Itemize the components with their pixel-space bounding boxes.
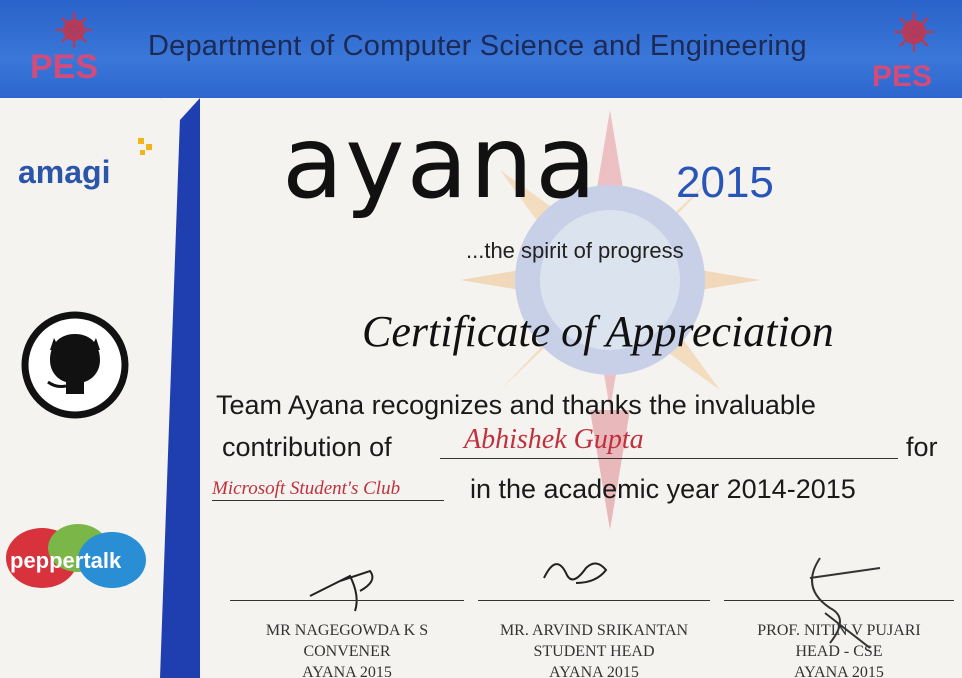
svg-text:peppertalk: peppertalk xyxy=(10,548,122,573)
signatory-name: MR NAGEGOWDA K S xyxy=(265,622,429,639)
signatory-event: AYANA 2015 xyxy=(302,664,392,678)
signatory-role: HEAD - CSE xyxy=(795,643,883,660)
signature-line-3 xyxy=(724,600,954,601)
signatory-convener xyxy=(230,620,464,678)
body-line-1: Team Ayana recognizes and thanks the invaluable xyxy=(216,390,816,420)
signatory-name: MR. ARVIND SRIKANTAN xyxy=(499,622,689,639)
signatory-event: AYANA 2015 xyxy=(794,664,884,678)
department-title: Department of Computer Science and Engineering xyxy=(148,30,807,62)
event-tagline: ...the spirit of progress xyxy=(466,238,684,263)
github-octocat-icon xyxy=(20,310,130,420)
amagi-dots xyxy=(138,138,156,156)
signature-line-2 xyxy=(478,600,710,601)
recipient-org: Microsoft Student's Club xyxy=(212,478,401,499)
header-band xyxy=(0,0,962,98)
certificate-title: Certificate of Appreciation xyxy=(362,307,834,356)
body-line-2-suffix: for xyxy=(906,432,938,462)
peppertalk-logo xyxy=(4,518,150,598)
signature-line-1 xyxy=(230,600,464,601)
signatory-hod xyxy=(724,620,954,678)
signatory-name: PROF. NITIN V PUJARI xyxy=(757,622,921,639)
body-line-3: in the academic year 2014-2015 xyxy=(470,474,856,504)
signature-1 xyxy=(300,556,390,616)
signatory-student-head xyxy=(478,620,710,678)
recipient-org-line xyxy=(212,500,444,501)
recipient-name-line xyxy=(440,458,898,459)
event-name: ayana xyxy=(282,104,599,221)
signature-2 xyxy=(536,548,616,598)
svg-text:PES: PES xyxy=(872,60,933,93)
sponsor-column xyxy=(0,98,160,678)
pes-logo-left xyxy=(26,10,126,90)
event-year: 2015 xyxy=(676,158,774,207)
signatory-role: STUDENT HEAD xyxy=(533,643,655,660)
signatory-event: AYANA 2015 xyxy=(549,664,639,678)
signatory-role: CONVENER xyxy=(303,643,391,660)
blue-ribbon xyxy=(160,98,200,678)
svg-text:PES: PES xyxy=(30,48,99,86)
pes-logo-right xyxy=(866,8,958,94)
amagi-logo: amagi xyxy=(18,154,111,190)
body-line-2-prefix: contribution of xyxy=(222,432,392,462)
recipient-name: Abhishek Gupta xyxy=(464,424,644,455)
